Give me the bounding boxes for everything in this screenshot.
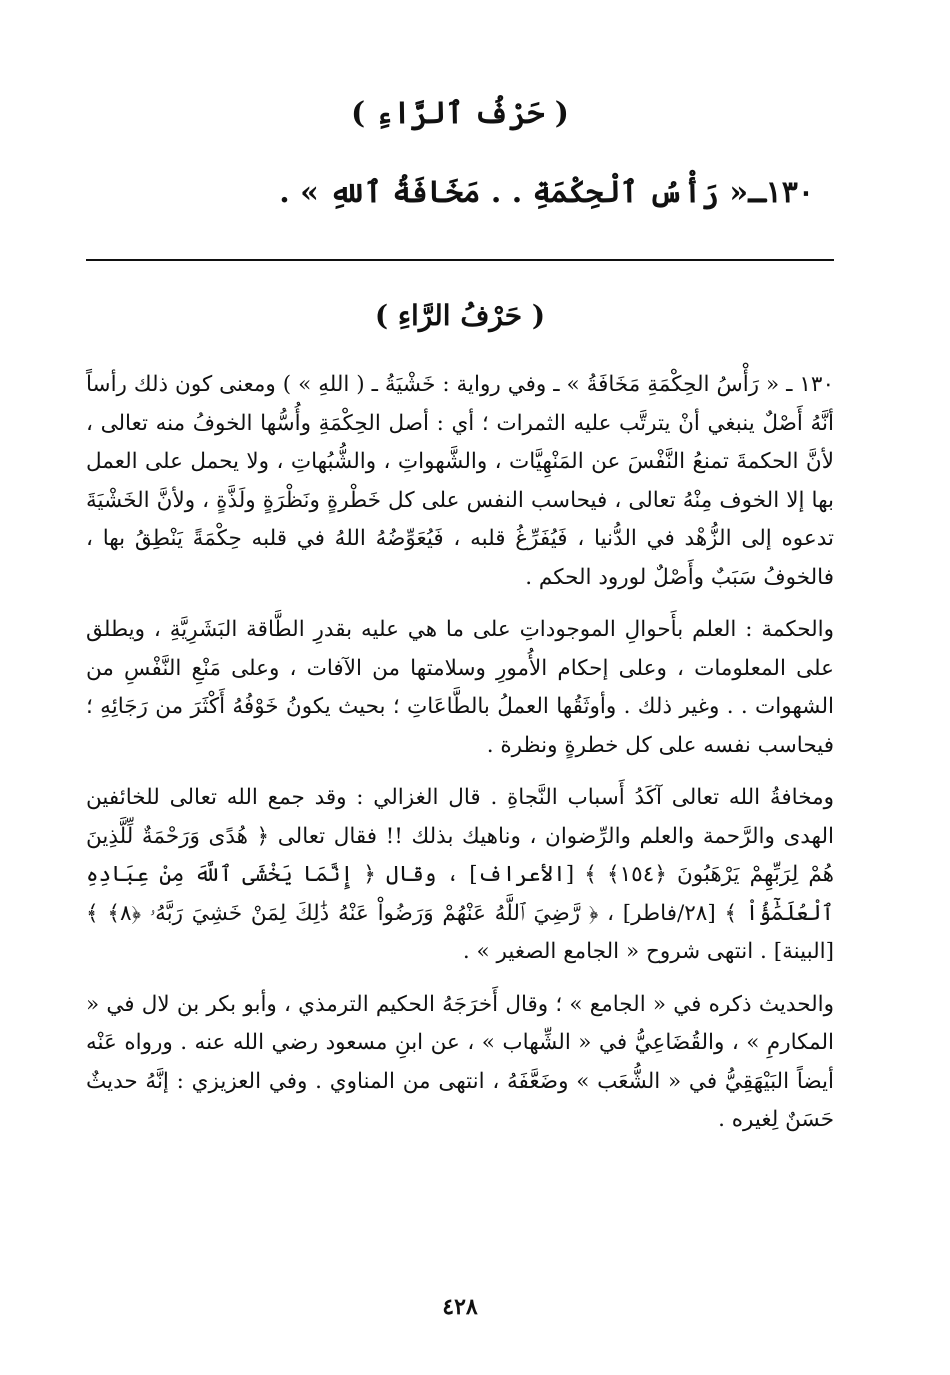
page-number: ٤٢٨ [442,1294,478,1320]
commentary-body [86,366,834,1154]
commentary-paragraph-2: والحكمة : العلم بأَحوالِ الموجوداتِ على ما هي عليه بقدرِ الطَّاقة البَشَرِيَّةِ ، ويطلق على المعلومات ، وعلى إحكام الأُمورِ وسلامتها من الآفات ، وعلى مَنْعِ النَّفْسِ من الشهوات . . وغير ذلك . وأوثَقُها العملُ بالطَّاعَاتِ ؛ بحيث يكونُ خَوْفُهُ أَكْثَرَ من رَجَائِهِ ؛ فيحاسب نفسه على كل خطرةٍ ونظرة . [86,617,834,758]
hadith-text: ١٣٠ـ« رَأْسُ ٱلْحِكْمَةِ . . مَخَافَةُ ٱللهِ » . [279,175,814,210]
book-page [86,0,834,1375]
commentary-paragraph-1: ١٣٠ ـ « رَأْسُ الحِكْمَةِ مَخَافَةُ » ـ وفي رواية : خَشْيَةُ ـ ( اللهِ » ) ومعنى كون ذلك رأساً أنَّهُ أَصْلٌ ينبغي أنْ يترتَّب عليه الثمرات ؛ أي : أصل الحِكْمَةِ وأُسُّها الخوفُ منه تعالى ، لأنَّ الحكمةَ تمنعُ النَّفْسَ عن المَنْهِيَّات ، والشَّهواتِ ، والشُّبُهاتِ ، ولا يحمل على العمل بها إلا الخوف مِنْهُ تعالى ، فيحاسب النفس على كل خَطْرةٍ ونَظْرَةٍ ولَذَّةٍ ، ولأنَّ الخَشْيَةَ تدعوه إلى الزُّهْد في الدُّنيا ، فَيُفَرِّغُ قلبه ، فَيُعَوِّضُهُ اللهُ في قلبه حِكْمَةً يَنْطِقُ بها ، فالخوفُ سَبَبٌ وأَصْلٌ لورود الحكم . [86,372,834,590]
commentary-paragraph-4: والحديث ذكره في « الجامع » ؛ وقال أَخرَجَهُ الحكيم الترمذي ، وأبو بكر بن لال في « المكارمِ » ، والقُضَاعِيُّ في « الشِّهاب » ، عن ابنِ مسعود رضي الله عنه . ورواه عَنْه أيضاً البَيْهَقِيُّ في « الشُّعَب » وضَعَّفَهُ ، انتهى من المناوي . وفي العزيزي : إنَّهُ حديثٌ حَسَنٌ لِغيره . [86,991,834,1132]
commentary-paragraph-3: ومخافةُ الله تعالى آكَدُ أَسباب النَّجاةِ . قال الغزالي : وقد جمع الله تعالى للخائفين الهدى والرَّحمة والعلم والرِّضوان ، وناهيك بذلك !! فقال تعالى ﴿ هُدًى وَرَحْمَةٌ لِّلَّذِينَ هُمْ لِرَبِّهِمْ يَرْهَبُونَ ﴿١٥٤﴾ ﴾ [الأعراف] ، وقال ﴿ إِنَّمَا يَخْشَى ٱللَّهَ مِنْ عِبَادِهِ ٱلْعُلَمَٰٓؤُاْ ﴾ [٢٨/فاطر] ، ﴿ رَّضِيَ ٱللَّهُ عَنْهُمْ وَرَضُواْ عَنْهُ ذَٰلِكَ لِمَنْ خَشِيَ رَبَّهُۥ ﴿٨﴾ ﴾ [البينة] . انتهى شروح « الجامع الصغير » . [86,785,835,964]
chapter-title: ( حَرْفُ ٱلرَّاءِ ) [351,96,569,131]
commentary-title: ( حَرْفُ الرَّاءِ ) [374,299,546,332]
separator-rule [86,259,834,261]
